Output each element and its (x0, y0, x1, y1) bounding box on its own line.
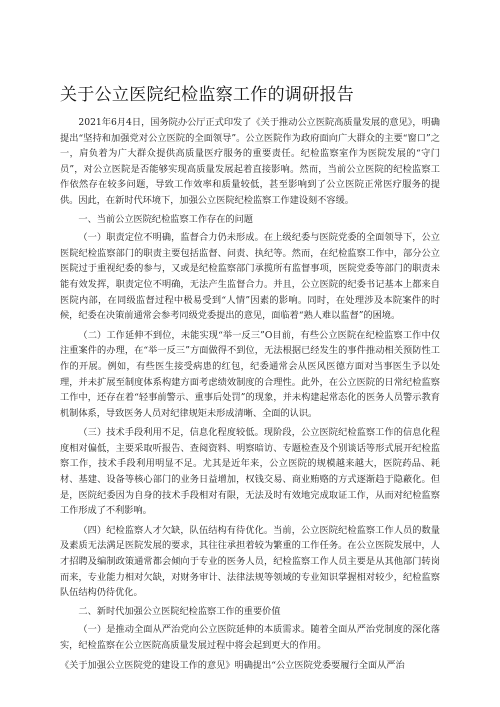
section-1-heading: 一、当前公立医院纪检监察工作存在的问题 (78, 213, 253, 225)
section-1-paragraph-2: （二）工作延伸不到位，未能实现“举一反三”O目前，有些公立医院在纪检监察工作中仅注重案件的办理，在“举一反三”方面做得不到位，无法根据已经发生的事件推动相关预防性工作的开展。例如，有些医生接受病患的红包，纪委通常会从医风医德方面对当事医生予以处理，并未扩展至制度体系构建方面考虑绩效制度的合理性。此外，在公立医院的日常纪检监察工作中，还存在着“轻事前警示、重事后处罚”的现象，并未构建起常态化的医务人员警示教育机制体系，导致医务人员对纪律规矩未形成清晰、全面的认识。 (60, 329, 440, 419)
intro-paragraph: 2021年6月4日，国务院办公厅正式印发了《关于推动公立医院高质量发展的意见》，明确提出“坚持和加强党对公立医院的全面领导”。公立医院作为政府面向广大群众的主要“窗口”之一，肩负着为广大群众提供高质量医疗服务的重要责任。纪检监察室作为医院发展的“守门员”，对公立医院是否能够实现高质量发展起着直接影响。然而，当前公立医院的纪检监察工作依然存在较多问题，导致工作效率和质量较低，甚至影响到了公立医院正常医疗服务的提供。因此，在新时代环境下，加强公立医院纪检监察工作建设刻不容缓。 (60, 117, 440, 206)
section-2-paragraph-2: 《关于加强公立医院党的建设工作的意见》明确提出“公立医院党委要履行全面从严治 (60, 659, 405, 671)
section-2-paragraph-1: （一）是推动全面从严治党向公立医院延伸的本质需求。随着全面从严治党制度的深化落实，纪检监察在公立医院高质量发展过程中将会起到更大的作用。 (60, 624, 440, 651)
section-2-heading: 二、新时代加强公立医院纪检监察工作的重要价值 (78, 605, 281, 617)
section-1-paragraph-4: （四）纪检监察人才欠缺，队伍结构有待优化。当前，公立医院纪检监察工作人员的数量及素质无法满足医院发展的要求，其往往承担着较为繁重的工作任务。在公立医院发展中，人才招聘及编制政策通常都会倾向于专业的医务人员，纪检监察工作人员主要是从其他部门转岗而来，专业能力相对欠缺，对财务审计、法律法规等领域的专业知识掌握相对较少，纪检监察队伍结构仍待优化。 (60, 524, 440, 599)
document-title: 关于公立医院纪检监察工作的调研报告 (60, 85, 355, 105)
section-1-paragraph-1: （一）职责定位不明确，监督合力仍未形成。在上级纪委与医院党委的全面领导下，公立医院纪检监察部门的职责主要包括监督、问责、执纪等。然而，在纪检监察工作中，部分公立医院过于重视纪委的参与，又或是纪检监察部门承揽所有监督事项，医院党委等部门的职责未能有效发挥，职责定位不明确，无法产生监督合力。并且，公立医院的纪委书记基本上都来自医院内部，在同级监督过程中极易受到“人情”因素的影响。同时，在处理涉及本院案件的时候，纪委在决策前通常会参考同级党委提出的意见，面临着“熟人难以监督”的困境。 (60, 232, 440, 322)
section-1-paragraph-3: （三）技术手段利用不足，信息化程度较低。现阶段，公立医院纪检监察工作的信息化程度相对偏低，主要采取听报告、查阅资料、明察暗访、专题检查及个别谈话等形式展开纪检监察工作，技术手段利用明显不足。尤其是近年来，公立医院的规模越来越大，医院药品、耗材、基建、设备等核心部门的业务日益增加，权钱交易、商业贿赂的方式逐渐趋于隐蔽化。但是，医院纪委因为自身的技术手段相对有限，无法及时有效地完成取证工作，从而对纪检监察工作形成了不利影响。 (60, 427, 440, 517)
